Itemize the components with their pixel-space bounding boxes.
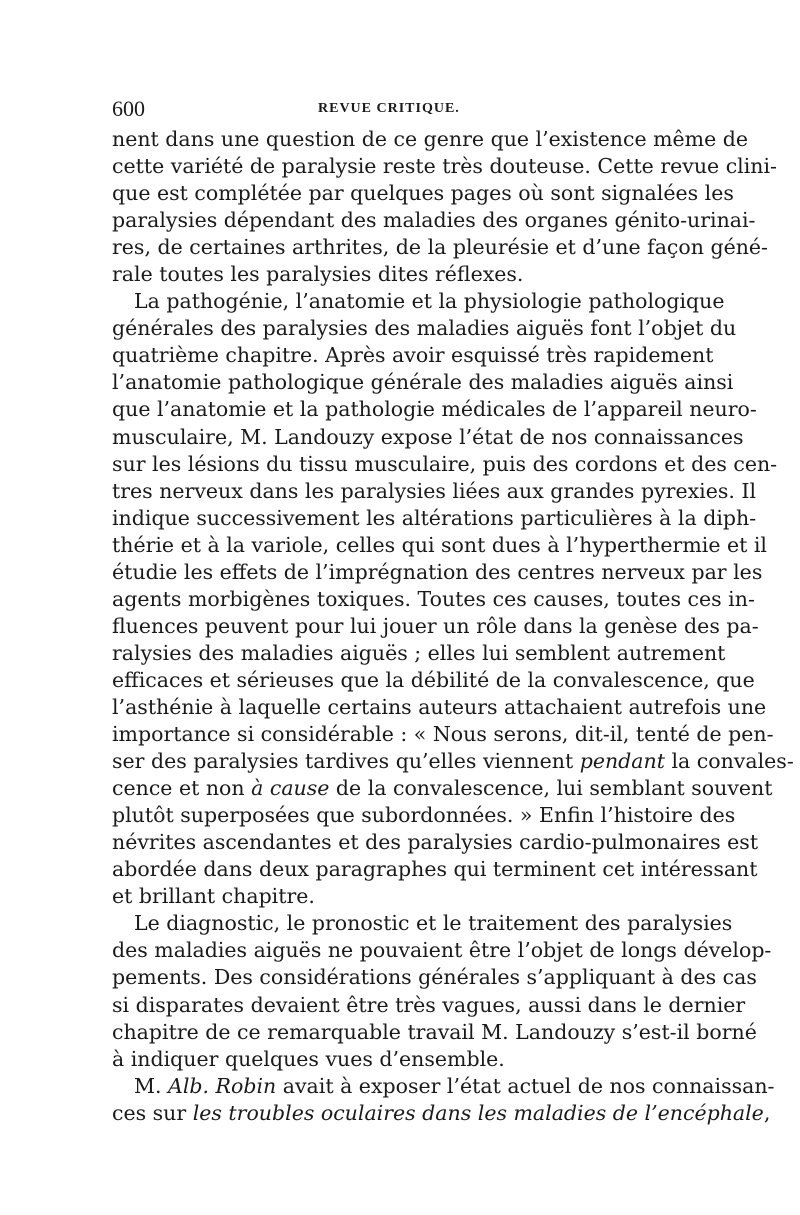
text-segment: abordée dans deux paragraphes qui terminent cet intéressant	[112, 857, 758, 882]
text-line	[112, 1100, 771, 1127]
text-line	[112, 234, 768, 261]
text-segment: de la convalescence, lui semblant souvent	[329, 776, 773, 801]
text-segment: pements. Des considérations générales s’appliquant à des cas	[112, 965, 757, 990]
text-line	[112, 505, 757, 532]
text-line	[112, 775, 773, 802]
text-segment: sur les lésions du tissu musculaire, puis des cordons et des cen-	[112, 451, 778, 476]
text-line	[112, 910, 733, 937]
text-segment: ser des paralysies tardives qu’elles viennent	[112, 749, 580, 774]
text-segment: quatrième chapitre. Après avoir esquissé très rapidement	[112, 343, 714, 368]
text-line	[112, 802, 736, 829]
text-segment: fluences peuvent pour lui jouer un rôle dans la genèse des pa-	[112, 613, 759, 638]
text-line	[112, 207, 756, 234]
italic-text: à cause	[251, 776, 330, 801]
text-segment: rale toutes les paralysies dites réflexes.	[112, 262, 524, 287]
text-segment: chapitre de ce remarquable travail M. Landouzy s’est-il borné	[112, 1019, 757, 1044]
text-segment: plutôt superposées que subordonnées. » Enfin l’histoire des	[112, 803, 736, 828]
text-segment: indique successivement les altérations particulières à la diph-	[112, 505, 757, 530]
text-segment: névrites ascendantes et des paralysies cardio-pulmonaires est	[112, 830, 759, 855]
text-segment: efficaces et sérieuses que la débilité de la convalescence, que	[112, 667, 755, 692]
text-line	[112, 342, 714, 369]
text-segment: cence et non	[112, 776, 252, 801]
text-line	[112, 937, 772, 964]
body-text	[112, 126, 794, 1127]
running-title: REVUE CRITIQUE.	[318, 101, 460, 116]
text-line	[112, 261, 684, 288]
text-line	[112, 992, 746, 1019]
text-segment: ,	[763, 1100, 771, 1125]
text-line	[112, 613, 759, 640]
text-segment: ralysies des maladies aiguës ; elles lui semblent autrement	[112, 640, 726, 665]
text-line	[112, 315, 737, 342]
text-line	[112, 586, 755, 613]
text-line	[112, 532, 767, 559]
text-line	[112, 748, 794, 775]
text-segment: paralysies dépendant des maladies des organes génito-urinai-	[112, 208, 756, 233]
italic-text: les troubles oculaires dans les maladies de l’encéphale	[192, 1100, 764, 1125]
text-line	[112, 667, 755, 694]
text-line	[112, 640, 726, 667]
text-segment: étudie les effets de l’imprégnation des centres nerveux par les	[112, 559, 763, 584]
text-segment: importance si considérable : « Nous serons, dit-il, tenté de pen-	[112, 722, 774, 747]
text-segment: à indiquer quelques vues d’ensemble.	[112, 1046, 505, 1071]
text-segment: des maladies aiguës ne pouvaient être l’objet de longs dévelop-	[112, 938, 772, 963]
text-line	[112, 883, 684, 910]
text-segment: l’anatomie pathologique générale des maladies aiguës ainsi	[112, 370, 734, 395]
text-line	[112, 180, 734, 207]
text-segment: et brillant chapitre.	[112, 884, 315, 909]
text-line	[112, 451, 778, 478]
text-segment: res, de certaines arthrites, de la pleurésie et d’une façon géné-	[112, 235, 768, 260]
text-line	[112, 424, 744, 451]
text-segment: nent dans une question de ce genre que l’existence même de	[112, 127, 749, 151]
text-segment: si disparates devaient être très vagues, aussi dans le dernier	[112, 992, 746, 1017]
text-line	[112, 829, 759, 856]
italic-text: Alb. Robin	[168, 1073, 277, 1098]
text-segment: l’asthénie à laquelle certains auteurs attachaient autrefois une	[112, 694, 767, 719]
text-line	[112, 396, 757, 423]
text-segment: tres nerveux dans les paralysies liées aux grandes pyrexies. Il	[112, 478, 757, 503]
text-line	[112, 721, 774, 748]
text-line	[112, 856, 758, 883]
text-segment: agents morbigènes toxiques. Toutes ces causes, toutes ces in-	[112, 586, 755, 611]
text-line	[112, 153, 777, 180]
text-segment: générales des paralysies des maladies aiguës font l’objet du	[112, 316, 737, 341]
text-line	[112, 964, 757, 991]
text-segment: M.	[134, 1073, 169, 1098]
text-line	[112, 559, 763, 586]
text-segment: ces sur	[112, 1100, 193, 1125]
text-line	[112, 694, 767, 721]
text-segment: avait à exposer l’état actuel de nos connaissan-	[276, 1073, 775, 1098]
text-line	[112, 1046, 684, 1073]
page-number: 600	[112, 96, 145, 121]
text-line	[112, 1073, 775, 1100]
text-segment: thérie et à la variole, celles qui sont dues à l’hyperthermie et il	[112, 532, 767, 557]
text-line	[112, 1019, 757, 1046]
text-segment: cette variété de paralysie reste très douteuse. Cette revue clini-	[112, 154, 777, 179]
text-line	[112, 369, 734, 396]
italic-text: pendant	[579, 749, 665, 774]
text-segment: que l’anatomie et la pathologie médicales de l’appareil neuro-	[112, 397, 757, 422]
text-segment: la convales-	[664, 749, 794, 774]
text-line	[112, 478, 757, 505]
text-segment: Le diagnostic, le pronostic et le traitement des paralysies	[134, 911, 733, 936]
text-line	[112, 126, 749, 153]
text-line	[112, 288, 725, 315]
text-segment: que est complétée par quelques pages où sont signalées les	[112, 181, 734, 206]
text-segment: musculaire, M. Landouzy expose l’état de nos connaissances	[112, 424, 744, 449]
text-segment: La pathogénie, l’anatomie et la physiologie pathologique	[134, 289, 725, 314]
